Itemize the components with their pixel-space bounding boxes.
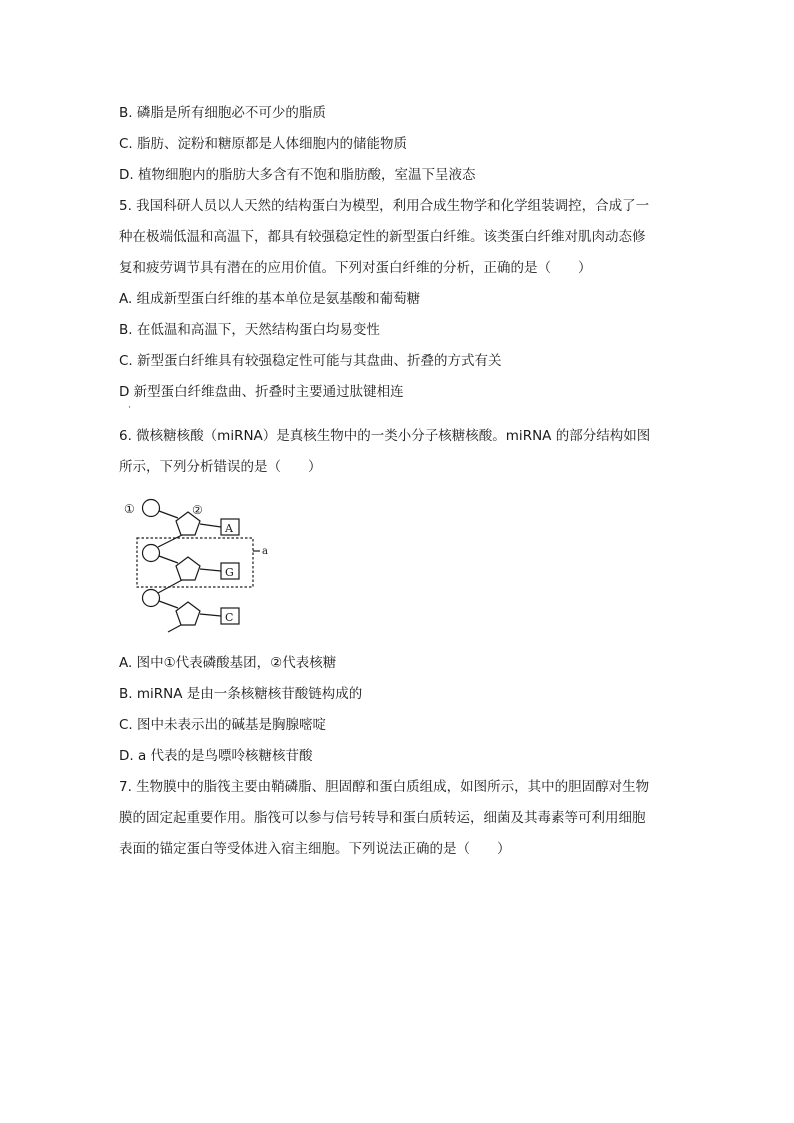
- option-c-q6: C. 图中未表示出的碱基是胸腺嘧啶: [119, 717, 327, 733]
- question-7-line-2: 膜的固定起重要作用。脂筏可以参与信号转导和蛋白质转运，细菌及其毒素等可利用细胞: [119, 810, 646, 826]
- question-7-line-3: 表面的锚定蛋白等受体进入宿主细胞。下列说法正确的是（ ）: [119, 841, 511, 857]
- option-d-q4: D. 植物细胞内的脂肪大多含有不饱和脂肪酸，室温下呈液态: [119, 167, 476, 183]
- option-b-q5: B. 在低温和高温下，天然结构蛋白均易变性: [119, 322, 380, 338]
- option-d-q6: D. a 代表的是鸟嘌呤核糖核苷酸: [119, 748, 313, 764]
- base-label-3: C: [225, 611, 234, 624]
- label-1: ①: [124, 502, 135, 516]
- bond-p3-sugar3: [159, 601, 178, 608]
- option-a-q6: A. 图中①代表磷酸基团，②代表核糖: [119, 655, 337, 671]
- bond-sugar1-p2: [158, 535, 182, 547]
- bond-p2-sugar2: [159, 556, 178, 563]
- ribose-pentagon-2: [176, 557, 200, 580]
- question-5-line-3: 复和疲劳调节具有潜在的应用价值。下列对蛋白纤维的分析，正确的是（ ）: [119, 260, 592, 276]
- option-a-q5: A. 组成新型蛋白纤维的基本单位是氨基酸和葡萄糖: [119, 291, 421, 307]
- question-7-line-1: 7. 生物膜中的脂筏主要由鞘磷脂、胆固醇和蛋白质组成，如图所示，其中的胆固醇对生物: [119, 779, 650, 795]
- label-2: ②: [192, 503, 203, 517]
- bond-sugar3-tail: [168, 625, 181, 632]
- question-5-line-1: 5. 我国科研人员以人天然的结构蛋白为模型，利用合成生物学和化学组装调控，合成了一: [119, 198, 650, 214]
- question-6-line-2: 所示，下列分析错误的是（ ）: [119, 459, 322, 475]
- base-label-2: G: [225, 566, 234, 579]
- phosphate-circle-1: [143, 500, 160, 517]
- bracket-label-a: a: [262, 546, 268, 557]
- stray-dot: ·: [128, 403, 131, 413]
- phosphate-circle-2: [143, 545, 160, 562]
- question-6-line-1: 6. 微核糖核酸（miRNA）是真核生物中的一类小分子核糖核酸。miRNA 的部分结构如图: [119, 428, 651, 444]
- option-c-q4: C. 脂肪、淀粉和糖原都是人体细胞内的储能物质: [119, 136, 408, 152]
- option-b-q4: B. 磷脂是所有细胞必不可少的脂质: [119, 105, 326, 121]
- bond-sugar1-base1: [200, 524, 221, 527]
- option-c-q5: C. 新型蛋白纤维具有较强稳定性可能与其盘曲、折叠的方式有关: [119, 353, 502, 369]
- bond-sugar2-base2: [200, 569, 221, 571]
- question-5-line-2: 种在极端低温和高温下，都具有较强稳定性的新型蛋白纤维。该类蛋白纤维对肌肉动态修: [119, 229, 646, 245]
- mirna-structure-svg: [118, 492, 278, 637]
- option-b-q6: B. miRNA 是由一条核糖核苷酸链构成的: [119, 686, 363, 702]
- phosphate-circle-3: [143, 590, 160, 607]
- bond-sugar3-base3: [200, 614, 221, 616]
- bond-p1-sugar1: [159, 511, 178, 518]
- option-d-q5: D 新型蛋白纤维盘曲、折叠时主要通过肽键相连: [119, 384, 404, 400]
- mirna-structure-diagram: [118, 492, 278, 641]
- ribose-pentagon-3: [176, 602, 200, 625]
- base-label-1: A: [225, 522, 233, 535]
